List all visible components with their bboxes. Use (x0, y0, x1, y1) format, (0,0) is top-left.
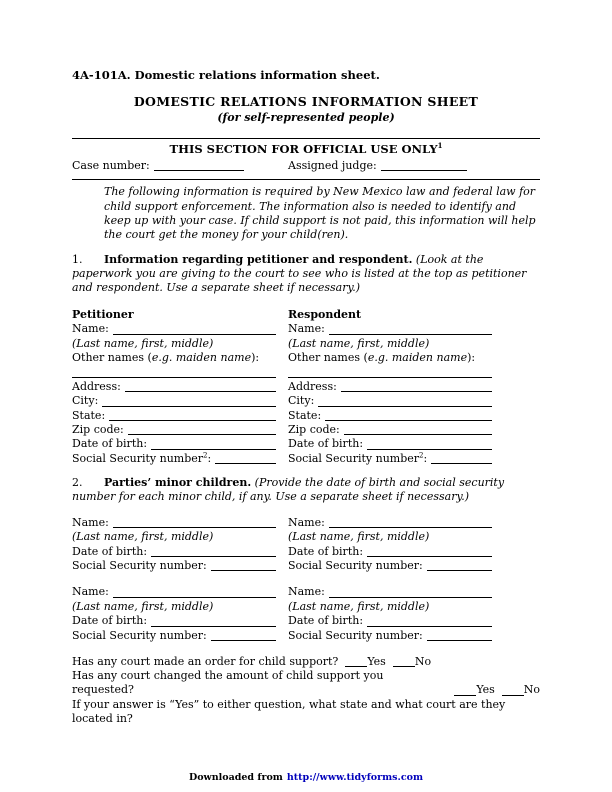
other-names-prefix: Other names ( (72, 351, 152, 364)
respondent-state-blank (325, 420, 492, 421)
respondent-dob-blank (367, 449, 492, 450)
name-label: Name: (72, 515, 109, 529)
petitioner-zip-blank (128, 434, 276, 435)
other-names-label (288, 351, 475, 365)
section-1-number: 1. (72, 252, 83, 266)
petitioner-address-row (72, 380, 276, 394)
child-3-dob-blank (151, 626, 276, 627)
child-4-block (288, 585, 492, 643)
respondent-dob-row (288, 437, 492, 451)
case-number-label: Case number: (72, 159, 150, 173)
dob-label: Date of birth: (72, 614, 148, 628)
section-2-number: 2. (72, 476, 83, 490)
case-number-blank (154, 170, 244, 171)
section-1-heading: Information regarding petitioner and respondent. (104, 252, 413, 266)
address-label: Address: (288, 379, 337, 393)
question-order-child-support (72, 655, 540, 669)
child-name-row (288, 516, 492, 530)
legal-notice-paragraph: The following information is required by New Mexico law and federal law for child support enforcement. The information also is needed to identify and keep up with your case. If child support is not paid, this information will help the court get the money for your child(ren). (104, 185, 536, 242)
respondent-state-row (288, 409, 492, 423)
other-names-italic: e.g. maiden name (367, 351, 468, 364)
question-2-no-blank (502, 695, 524, 696)
ssn-label-text: Social Security number (72, 451, 204, 465)
respondent-address-row (288, 380, 492, 394)
state-label: State: (72, 408, 106, 422)
child-name-row (288, 585, 492, 599)
yes-label: Yes (476, 683, 495, 697)
ssn-label (72, 452, 211, 466)
zip-label: Zip code: (72, 422, 124, 436)
respondent-heading: Respondent (288, 307, 362, 321)
child-name-row (72, 516, 276, 530)
petitioner-other-names-blank (72, 377, 276, 378)
child-name-row (72, 585, 276, 599)
children-row-2 (72, 585, 540, 643)
other-names-italic: e.g. maiden name (151, 351, 252, 364)
name-label: Name: (288, 515, 325, 529)
child-1-ssn-blank (211, 570, 276, 571)
assigned-judge-label: Assigned judge: (288, 159, 377, 173)
child-1-dob-blank (151, 556, 276, 557)
petitioner-state-blank (109, 420, 276, 421)
footer-prefix-text: Downloaded from (188, 771, 283, 783)
city-label: City: (288, 394, 315, 408)
section-2-heading: Parties’ minor children. (104, 476, 252, 490)
question-2-text: Has any court changed the amount of child support you requested? (72, 668, 384, 697)
petitioner-zip-row (72, 423, 276, 437)
petitioner-city-blank (102, 406, 276, 407)
dob-label: Date of birth: (288, 544, 364, 558)
petitioner-other-names-row (72, 351, 276, 365)
child-name-hint (288, 530, 492, 544)
child-1-name-blank (113, 527, 276, 528)
dob-label: Date of birth: (288, 437, 364, 451)
child-4-name-blank (329, 597, 492, 598)
assigned-judge-group (288, 159, 467, 173)
ssn-label-text: Social Security number (288, 451, 420, 465)
name-label: Name: (288, 585, 325, 599)
petitioner-address-blank (125, 391, 276, 392)
name-label: Name: (288, 322, 325, 336)
address-label: Address: (72, 379, 121, 393)
dob-label: Date of birth: (288, 614, 364, 628)
other-names-suffix: ): (251, 351, 260, 364)
children-row-1 (72, 516, 540, 574)
question-followup-text: If your answer is “Yes” to either question, what state and what court are they located in? (72, 697, 506, 726)
petitioner-city-row (72, 394, 276, 408)
ssn-label: Social Security number: (72, 558, 207, 572)
petitioner-name-hint (72, 337, 276, 351)
child-ssn-row (288, 629, 492, 643)
zip-label: Zip code: (288, 422, 340, 436)
respondent-name-blank (329, 334, 492, 335)
child-2-block (288, 516, 492, 574)
name-hint-label: (Last name, first, middle) (72, 599, 214, 613)
footnote-1-marker: 1 (437, 141, 443, 151)
petitioner-name-blank (113, 334, 276, 335)
child-name-hint (72, 600, 276, 614)
child-2-name-blank (329, 527, 492, 528)
respondent-other-names-blank-row (288, 365, 492, 379)
page-content (72, 68, 540, 726)
name-hint-label: (Last name, first, middle) (72, 336, 214, 350)
case-judge-row (72, 158, 540, 173)
respondent-other-names-blank (288, 377, 492, 378)
footnote-2-marker: 2 (203, 451, 208, 460)
child-2-dob-blank (367, 556, 492, 557)
child-name-hint (288, 600, 492, 614)
respondent-column (288, 308, 492, 466)
ssn-label (288, 452, 427, 466)
respondent-name-hint (288, 337, 492, 351)
section-1-instructions: (Look at the paperwork you are giving to the court to see who is listed at the top as petitioner and respondent. Use a separate sheet if necessary.) (72, 252, 527, 295)
child-ssn-row (72, 629, 276, 643)
no-label: No (523, 683, 540, 697)
child-4-ssn-blank (427, 640, 492, 641)
page-footer (0, 771, 612, 785)
section-2-intro (72, 476, 540, 505)
respondent-zip-blank (344, 434, 492, 435)
name-label: Name: (72, 585, 109, 599)
petitioner-name-row (72, 322, 276, 336)
case-number-group (72, 159, 288, 173)
other-names-label (72, 351, 259, 365)
footer-source-link[interactable]: http://www.tidyforms.com (286, 771, 424, 783)
city-label: City: (72, 394, 99, 408)
official-use-bottom-divider (72, 179, 540, 180)
rule-number-heading: 4A-101A. Domestic relations information sheet. (72, 68, 380, 82)
respondent-address-blank (341, 391, 492, 392)
name-hint-label: (Last name, first, middle) (72, 530, 214, 544)
child-3-ssn-blank (211, 640, 276, 641)
official-use-heading-text: THIS SECTION FOR OFFICIAL USE ONLY (169, 142, 438, 157)
child-3-name-blank (113, 597, 276, 598)
other-names-suffix: ): (467, 351, 476, 364)
ssn-label-colon: : (423, 451, 428, 465)
state-label: State: (288, 408, 322, 422)
respondent-zip-row (288, 423, 492, 437)
petitioner-ssn-row (72, 452, 276, 466)
question-1-text: Has any court made an order for child support? (72, 654, 339, 668)
parties-columns (72, 308, 540, 466)
child-4-dob-blank (367, 626, 492, 627)
child-1-block (72, 516, 276, 574)
name-label: Name: (72, 322, 109, 336)
petitioner-ssn-blank (215, 463, 276, 464)
child-name-hint (72, 530, 276, 544)
official-use-heading (72, 142, 540, 156)
form-subtitle: (for self-represented people) (217, 110, 395, 124)
child-dob-row (72, 614, 276, 628)
ssn-label-colon: : (207, 451, 212, 465)
child-dob-row (288, 614, 492, 628)
child-ssn-row (72, 559, 276, 573)
petitioner-dob-row (72, 437, 276, 451)
section-2-instructions: (Provide the date of birth and social security number for each minor child, if any. Use a separate sheet if necessary.) (72, 476, 505, 504)
name-hint-label: (Last name, first, middle) (288, 336, 430, 350)
child-ssn-row (288, 559, 492, 573)
respondent-ssn-blank (431, 463, 492, 464)
respondent-ssn-row (288, 452, 492, 466)
respondent-city-blank (318, 406, 492, 407)
question-2-yes-blank (454, 695, 476, 696)
child-2-ssn-blank (427, 570, 492, 571)
ssn-label: Social Security number: (288, 558, 423, 572)
child-3-block (72, 585, 276, 643)
footnote-2-marker: 2 (419, 451, 424, 460)
respondent-name-row (288, 322, 492, 336)
form-title: DOMESTIC RELATIONS INFORMATION SHEET (133, 94, 479, 110)
question-1-no-blank (393, 666, 415, 667)
dob-label: Date of birth: (72, 437, 148, 451)
question-changed-child-support (72, 668, 540, 697)
name-hint-label: (Last name, first, middle) (288, 599, 430, 613)
yes-label: Yes (367, 654, 386, 668)
ssn-label: Social Security number: (72, 628, 207, 642)
petitioner-state-row (72, 409, 276, 423)
petitioner-heading: Petitioner (72, 307, 134, 321)
no-label: No (414, 654, 432, 668)
respondent-other-names-row (288, 351, 492, 365)
other-names-prefix: Other names ( (288, 351, 368, 364)
question-1-yes-blank (345, 666, 367, 667)
petitioner-other-names-blank-row (72, 365, 276, 379)
official-use-top-divider (72, 138, 540, 139)
name-hint-label: (Last name, first, middle) (288, 530, 430, 544)
assigned-judge-blank (381, 170, 467, 171)
respondent-city-row (288, 394, 492, 408)
ssn-label: Social Security number: (288, 628, 423, 642)
child-dob-row (72, 545, 276, 559)
section-1-intro (72, 253, 540, 296)
petitioner-column (72, 308, 276, 466)
petitioner-dob-blank (151, 449, 276, 450)
dob-label: Date of birth: (72, 544, 148, 558)
child-dob-row (288, 545, 492, 559)
